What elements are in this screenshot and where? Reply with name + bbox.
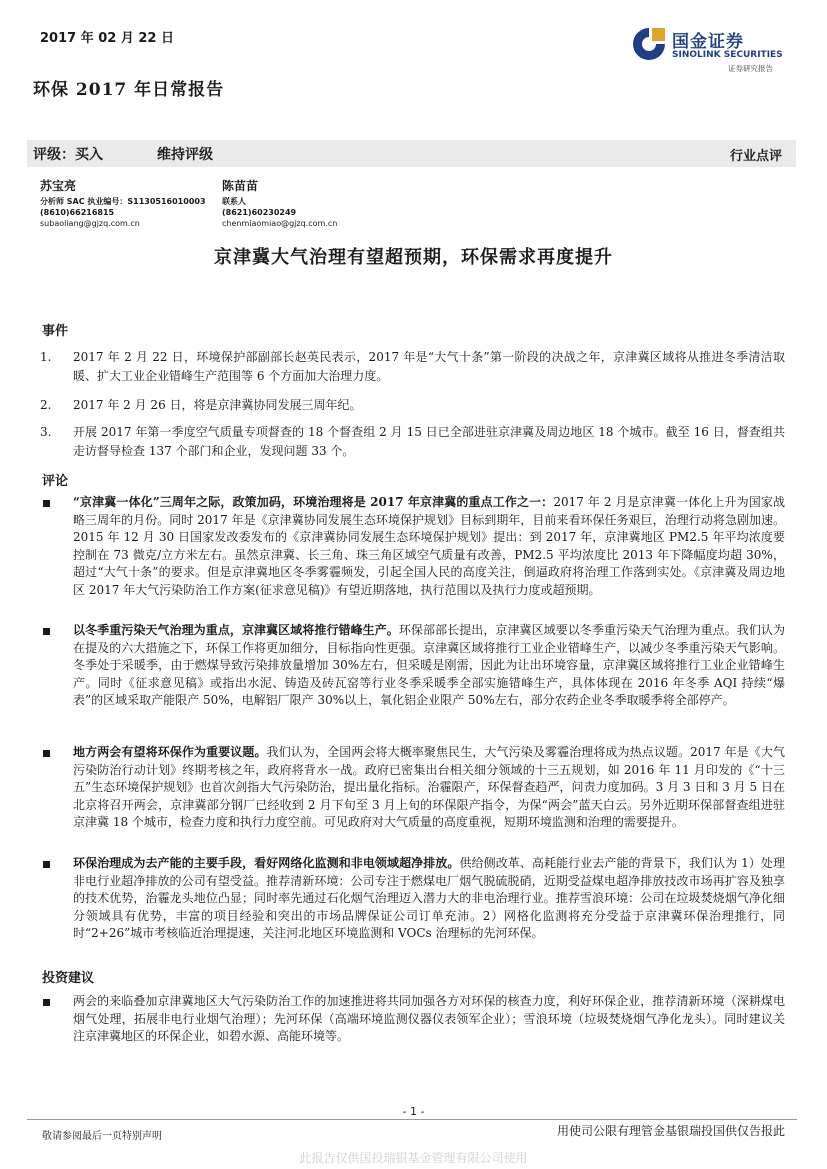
- comment-body: 2017 年 2 月是京津冀一体化上升为国家战略三周年的月份。同时 2017 年是《京津冀协同发展生态环境保护规划》目标到期年，目前来看环保任务艰巨，治理行动将急剧加速。2015 年 12 月 30 日国家发改委发布的《京津冀协同发展生态环境保护规划》提出：到 2017 年，京津冀地区 PM2.5 年平均浓度要控制在 73 微克/立方米左右。虽然京津冀、长三角、珠三角区域空气质量有改善，PM2.5 平均浓度比 2013 年下降幅度均超 30%，超过“大气十条”的要求。但是京津冀地区冬季雾霾频发，引起全国人民的高度关注，倒逼政府将治理工作落到实处。《京津冀及周边地区 2017 年大气污染防治工作方案(征求意见稿)》有望近期落地，执行范围以及执行力度或超预期。: [73, 495, 785, 597]
- contact-name: 陈苗苗: [222, 179, 259, 193]
- event-number: 2.: [40, 398, 52, 412]
- event-text: 开展 2017 年第一季度空气质量专项督查的 18 个督查组 2 月 15 日已全部进驻京津冀及周边地区 18 个城市。截至 16 日，督查组共走访督导检查 137 个部门和企业，发现问题 33 个。: [73, 425, 785, 458]
- comment-lead: 地方两会有望将环保作为重要议题。: [73, 745, 267, 759]
- analyst-name: 苏宝亮: [40, 179, 77, 193]
- report-headline: 京津冀大气治理有望超预期，环保需求再度提升: [214, 247, 613, 268]
- event-item: [40, 348, 785, 386]
- logo-subtitle: 证券研究报告: [728, 64, 773, 73]
- comment-body: 供给侧改革、高耗能行业去产能的背景下，我们认为 1）处理非电行业超净排放的公司有望受益。推荐清新环境：公司专注于燃煤电厂烟气脱硫脱硝，近期受益煤电超净排放技改市场再扩容及独享的技术优势，治霾龙头地位凸显；同时率先通过石化烟气治理迈入潜力大的非电治理行业。推荐雪浪环境：公司在垃圾焚烧烟气净化细分领域具有优势，丰富的项目经验和突出的市场品牌保证公司订单充沛。2）网格化监测将充分受益于京津冀环保治理推行，同时“2+26”城市考核临近治理提速，关注河北地区环境监测和 VOCs 治理标的先河环保。: [73, 856, 785, 940]
- footer-disclaimer: 敬请参阅最后一页特别声明: [42, 1131, 162, 1142]
- company-logo: [632, 26, 792, 76]
- analyst-email: subaoliang@gjzq.com.cn: [40, 219, 140, 228]
- report-title: 环保 2017 年日常报告: [33, 80, 225, 100]
- comment-item: [40, 855, 785, 943]
- rating-bar: [27, 140, 796, 167]
- bullet-square-icon: [43, 628, 50, 635]
- comment-item: [40, 744, 785, 832]
- logo-mark-icon: [632, 26, 666, 62]
- comment-body: 环保部部长提出，京津冀区域要以冬季重污染天气治理为重点。我们认为在提及的六大措施之下，环保工作将更加细分，目标指向性更强。京津冀区域将推行工业企业错峰生产，以减少冬季重污染天气影响。冬季处于采暖季，由于燃煤导致污染排放量增加 30%左右，但采暖是刚需，因此为让出环境容量，京津冀区域将推行工业企业错峰生产。同时《征求意见稿》或指出水泥、铸造及砖瓦窑等行业冬季采暖季全部实施错峰生产，具体体现在 2016 年冬季 AQI 持续“爆表”的区域采取产能限产 50%，电解铝厂限产 30%以上，氧化铝企业限产 50%左右，部分农药企业冬季取暖季将全部停产。: [73, 623, 785, 707]
- contact-phone: (8621)60230249: [222, 208, 297, 217]
- analyst-block: [40, 177, 206, 229]
- bullet-square-icon: [43, 750, 50, 757]
- analyst-phone: (8610)66216815: [40, 208, 115, 217]
- bullet-square-icon: [43, 500, 50, 507]
- event-item: [40, 396, 785, 415]
- rating-label: 评级：买入: [33, 147, 103, 163]
- logo-text-en: SINOLINK SECURITIES: [672, 50, 783, 60]
- comments-section-title: 评论: [42, 474, 69, 489]
- contact-role: 联系人: [222, 197, 246, 206]
- comment-lead: 以冬季重污染天气治理为重点，京津冀区域将推行错峰生产。: [73, 623, 399, 637]
- comment-item: [40, 622, 785, 710]
- contact-email: chenmiaomiao@gjzq.com.cn: [222, 219, 338, 228]
- comment-lead: 环保治理成为去产能的主要手段，看好网络化监测和非电领域超净排放。: [73, 856, 460, 870]
- footer-divider: [27, 1119, 797, 1120]
- event-number: 3.: [40, 425, 52, 439]
- footer-watermark: 此报告仅供国投瑞银基金管理有限公司使用: [299, 1151, 528, 1165]
- report-date: 2017 年 02 月 22 日: [40, 31, 174, 46]
- comment-body: 我们认为，全国两会将大概率聚焦民生，大气污染及雾霾治理将成为热点议题。2017 年是《大气污染防治行动计划》终期考核之年，政府将背水一战。政府已密集出台相关细分领域的十三五规划，如 2016 年 11 月印发的《“十三五”生态环境保护规划》也首次剑指大气污染防治，提出量化指标。治霾限产，环保督查趋严，问责力度加码。3 月 3 日和 3 月 5 日在北京将召开两会，京津冀部分钢厂已经收到 2 月下旬至 3 月上旬的环保限产指令，为保“两会”蓝天白云。另外近期环保部督查组进驻京津冀 18 个城市，检查力度和执行力度空前。可见政府对大气质量的高度重视，短期环境监测和治理的需要提升。: [73, 745, 785, 829]
- report-type-label: 行业点评: [729, 149, 782, 164]
- event-text: 2017 年 2 月 22 日，环境保护部副部长赵英民表示，2017 年是“大气十条”第一阶段的决战之年，京津冀区域将从推进冬季清洁取暖、扩大工业企业错峰生产范围等 6 个方面加大治理力度。: [73, 350, 785, 383]
- contact-block: [222, 177, 337, 229]
- logo-text-cn: 国金证券: [672, 32, 744, 52]
- analyst-role: 分析师 SAC 执业编号：S1130516010003: [40, 197, 206, 206]
- page-number: - 1 -: [402, 1105, 425, 1118]
- events-section-title: 事件: [42, 324, 69, 339]
- advice-body: 两会的来临叠加京津冀地区大气污染防治工作的加速推进将共同加强各方对环保的核查力度，利好环保企业，推荐清新环境（深耕煤电烟气处理，拓展非电行业烟气治理）；先河环保（高端环境监测仪器仪表领军企业）；雪浪环境（垃圾焚烧烟气净化龙头）。同时建议关注京津冀地区的环保企业，如碧水源、高能环境等。: [73, 994, 785, 1043]
- comment-lead: “京津冀一体化”三周年之际，政策加码，环境治理将是 2017 年京津冀的重点工作之一：: [73, 495, 554, 509]
- footer-usage-note: 用使司公限有理管金基银瑞投国供仅告报此: [556, 1124, 785, 1138]
- event-text: 2017 年 2 月 26 日，将是京津冀协同发展三周年纪。: [73, 398, 362, 412]
- advice-item: [40, 993, 785, 1046]
- maintain-rating-label: 维持评级: [157, 147, 213, 163]
- bullet-square-icon: [43, 999, 50, 1006]
- event-item: [40, 423, 785, 461]
- comment-item: [40, 494, 785, 599]
- advice-section-title: 投资建议: [42, 971, 95, 986]
- bullet-square-icon: [43, 861, 50, 868]
- event-number: 1.: [40, 350, 52, 364]
